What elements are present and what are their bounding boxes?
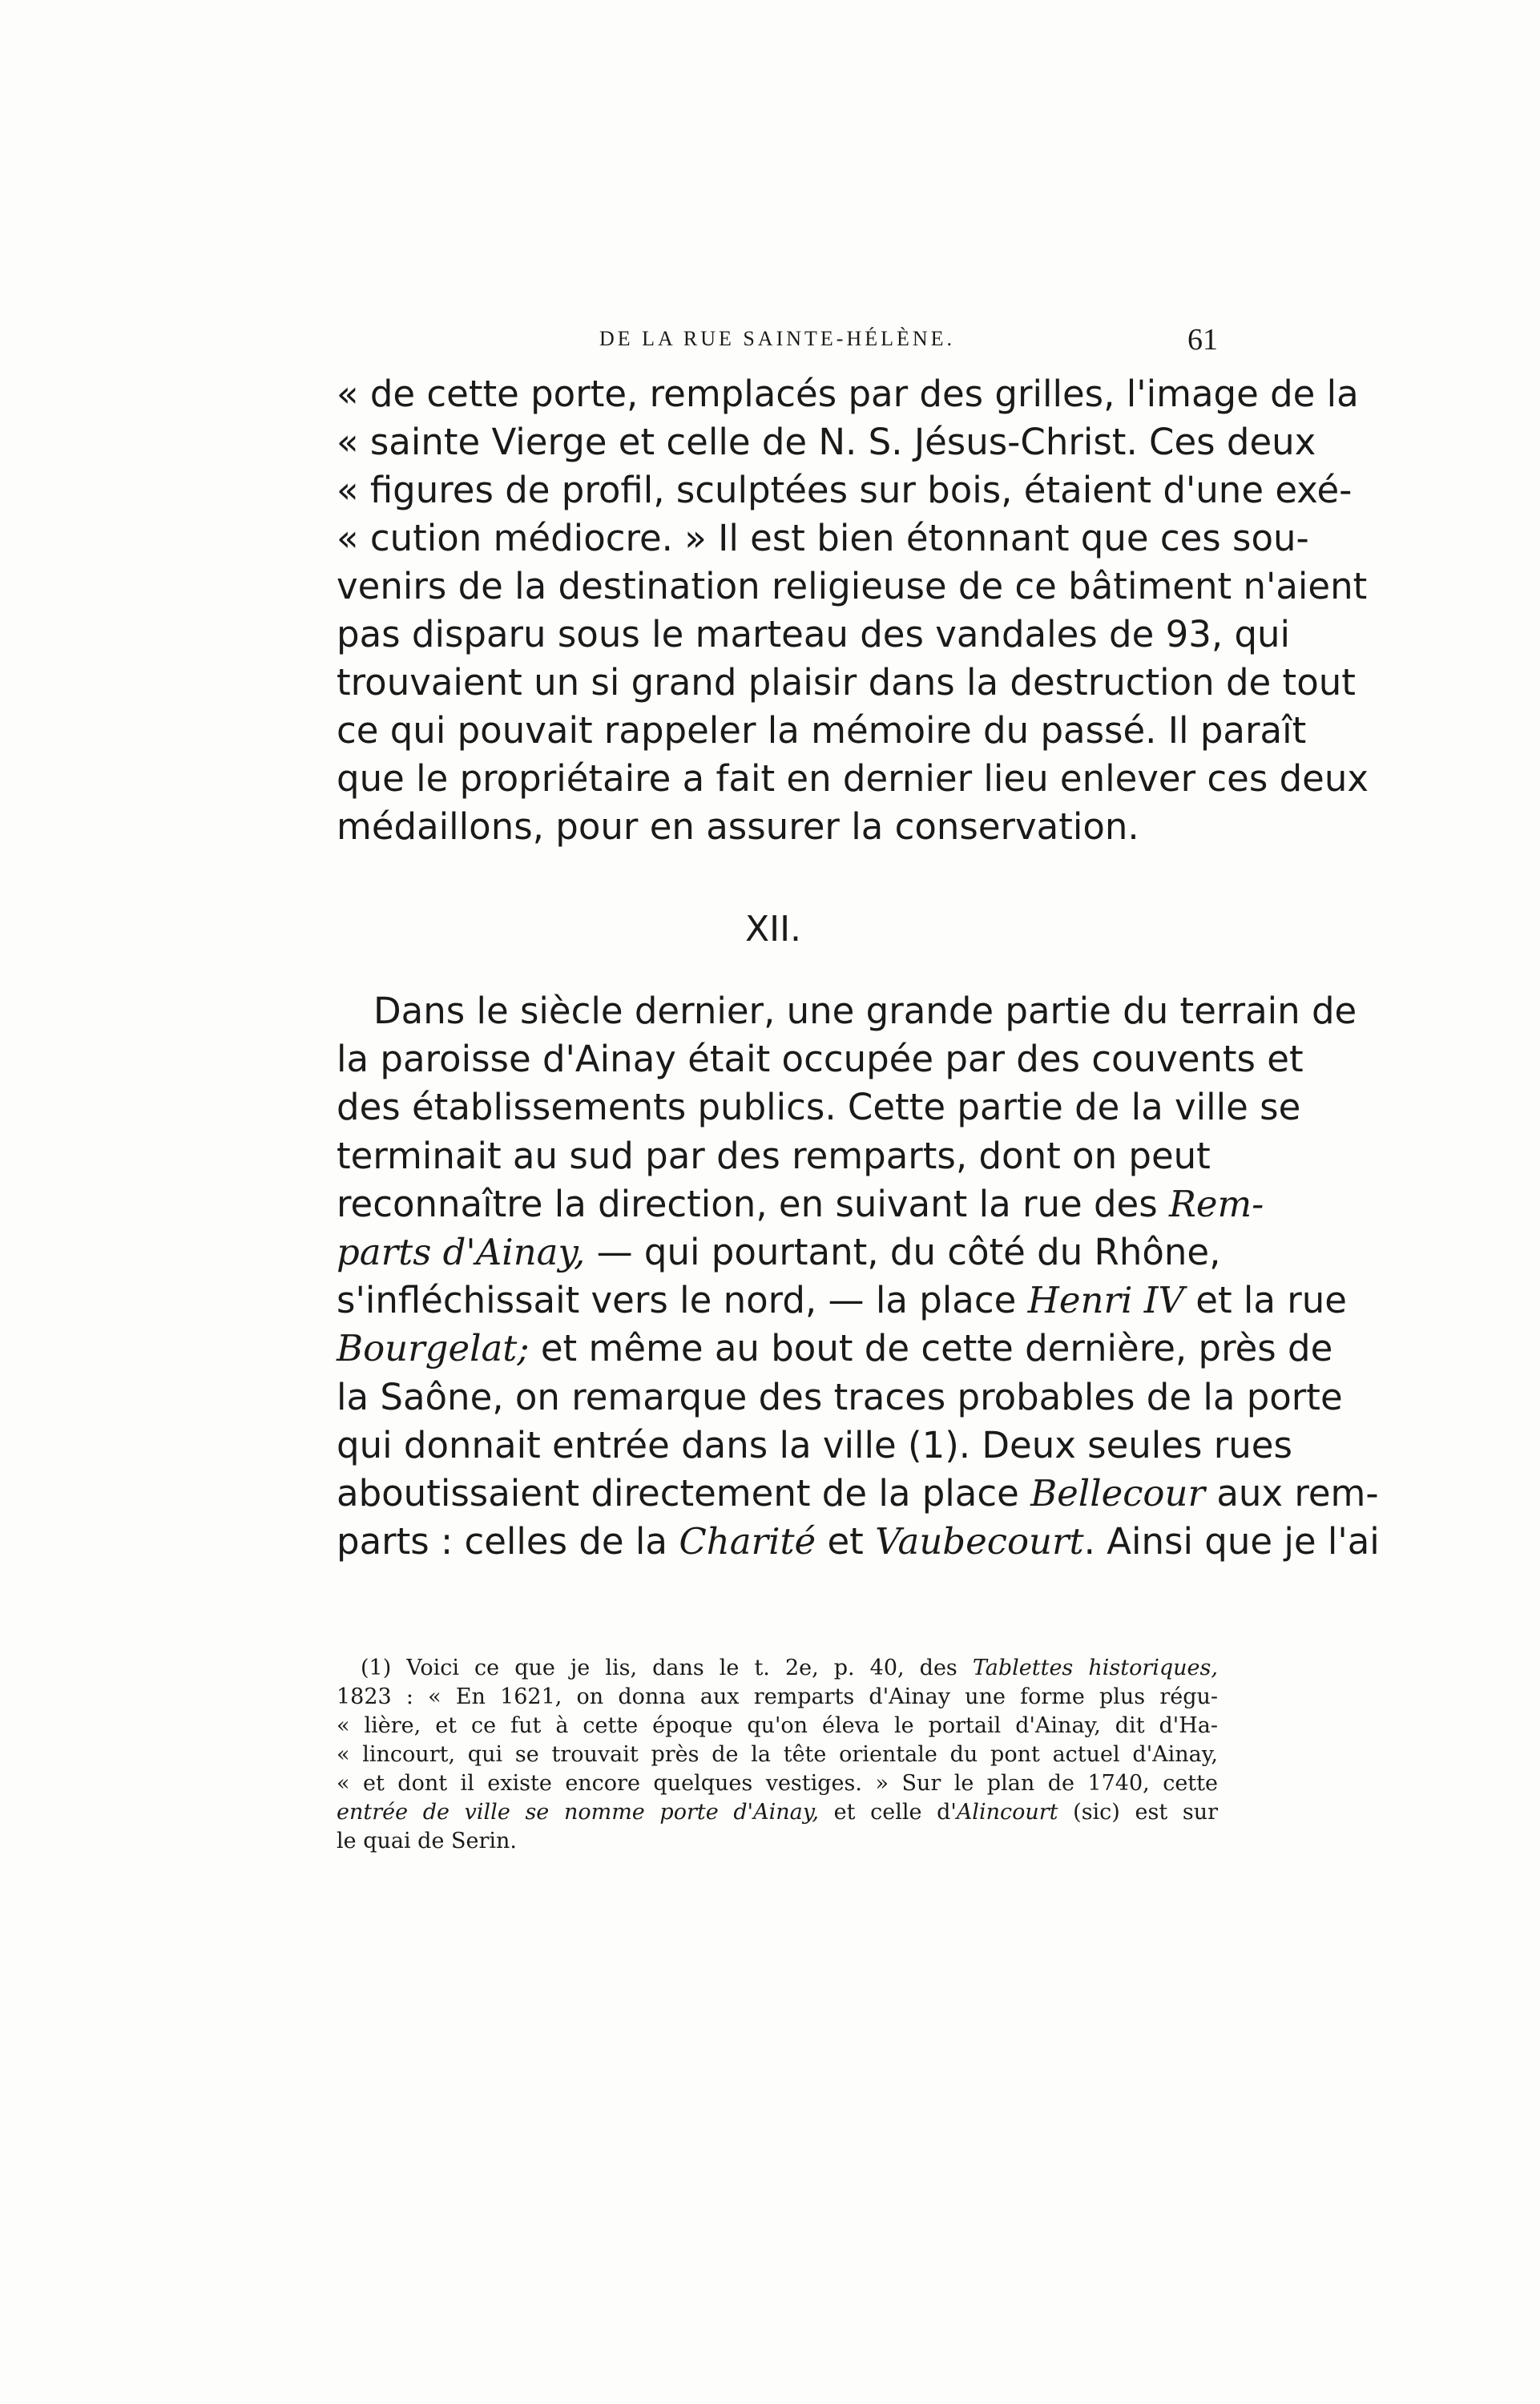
page-number: 61 [1187,323,1218,357]
italic-text-run: entrée de ville se nomme porte d'Ainay, [337,1800,819,1825]
text-line [337,1228,1221,1277]
text-run: aboutissaient directement de la place [337,1471,1019,1515]
footnote-line: « lincourt, qui se trouvait près de la tête orientale du pont actuel d'Ainay, [337,1742,1218,1767]
footnote-line: le quai de Serin. [337,1829,518,1853]
text-run: et celle d' [818,1800,957,1825]
text-line: trouvaient un si grand plaisir dans la destruction de tout [337,661,1356,704]
text-line: « sainte Vierge et celle de N. S. Jésus-Christ. Ces deux [337,421,1316,463]
text-run: — qui pourtant, du côté du Rhône, [585,1230,1221,1273]
italic-place-name: Alincourt [956,1800,1058,1825]
footnote-line [337,1798,1218,1827]
text-line: médaillons, pour en assurer la conservation. [337,805,1139,848]
text-run: et [816,1520,864,1563]
text-run: (1) Voici ce que je lis, dans le t. 2e, p. 40, des [361,1656,957,1680]
text-run: et même au bout de cette dernière, près de [529,1327,1333,1370]
italic-street-name: Bourgelat; [337,1327,530,1370]
text-run: et la rue [1183,1279,1347,1322]
italic-book-title: Tablettes historiques, [972,1656,1218,1680]
text-line: pas disparu sous le marteau des vandales de 93, qui [337,613,1291,655]
text-line [337,1180,1264,1228]
section-heading: XII. [744,909,802,950]
text-run: s'infléchissait vers le nord, — la place [337,1279,1017,1322]
text-line: la Saône, on remarque des traces probables de la porte [337,1375,1343,1418]
text-line [337,1277,1347,1325]
italic-street-name: Vaubecourt [875,1520,1084,1563]
text-line: ce qui pouvait rappeler la mémoire du passé. Il paraît [337,709,1307,752]
italic-place-name: Bellecour [1030,1471,1206,1515]
text-run: . Ainsi que je l'ai [1083,1520,1380,1563]
text-line: des établissements publics. Cette partie de la ville se [337,1086,1301,1129]
text-line: que le propriétaire a fait en dernier lieu enlever ces deux [337,757,1369,800]
paragraph-section-xii [337,987,1380,1566]
text-line: « figures de profil, sculptées sur bois, étaient d'une exé- [337,469,1353,511]
footnote-line: « et dont il existe encore quelques vestiges. » Sur le plan de 1740, cette [337,1771,1218,1796]
footnote-line [337,1654,1218,1683]
text-run: parts : celles de la [337,1520,667,1563]
text-run: (sic) est sur [1058,1800,1218,1825]
footnote-line: « lière, et ce fut à cette époque qu'on éleva le portail d'Ainay, dit d'Ha- [337,1713,1218,1738]
footnote-line: 1823 : « En 1621, on donna aux remparts d'Ainay une forme plus régu- [337,1684,1218,1709]
italic-place-name: Henri IV [1027,1279,1184,1322]
text-line [337,1518,1380,1566]
text-line: « cution médiocre. » Il est bien étonnant que ces sou- [337,517,1309,559]
text-line [337,1470,1379,1518]
text-line: terminait au sud par des remparts, dont on peut [337,1134,1211,1177]
paragraph-continued [337,370,1369,851]
italic-street-name: Charité [679,1520,816,1563]
footnote [337,1654,1218,1856]
text-line: venirs de la destination religieuse de ce bâtiment n'aient [337,565,1368,607]
text-line: Dans le siècle dernier, une grande partie du terrain de [373,990,1357,1032]
text-run: reconnaître la direction, en suivant la rue des [337,1182,1158,1225]
italic-street-name: Rem- [1169,1182,1264,1225]
text-line [337,1325,1333,1373]
running-title: DE LA RUE SAINTE-HÉLÈNE. [599,327,956,350]
text-line: « de cette porte, remplacés par des grilles, l'image de la [337,373,1359,415]
italic-street-name: parts d'Ainay, [337,1230,586,1273]
text-run: aux rem- [1205,1471,1379,1515]
running-head [337,323,1218,367]
text-line: la paroisse d'Ainay était occupée par des couvents et [337,1038,1304,1081]
text-line: qui donnait entrée dans la ville (1). Deux seules rues [337,1423,1292,1466]
